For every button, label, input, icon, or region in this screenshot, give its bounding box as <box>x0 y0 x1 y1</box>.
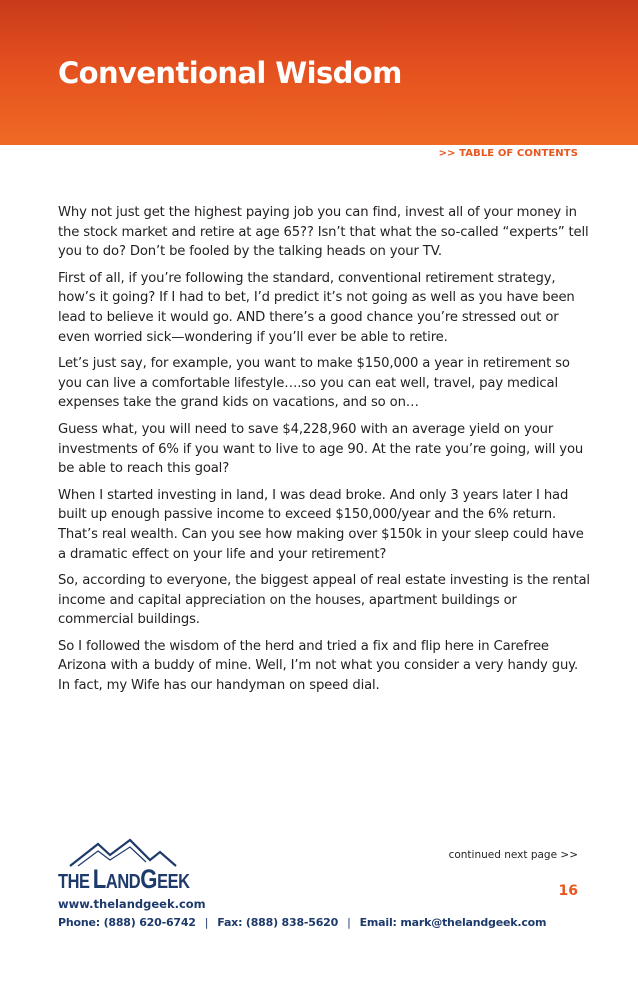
separator: | <box>347 916 351 929</box>
page-title: Conventional Wisdom <box>58 56 402 90</box>
website-link[interactable]: www.thelandgeek.com <box>58 897 206 911</box>
table-of-contents-link[interactable]: >> TABLE OF CONTENTS <box>438 148 578 159</box>
phone-number: Phone: (888) 620-6742 <box>58 916 196 929</box>
paragraph: So, according to everyone, the biggest appeal of real estate investing is the rental income and capital appreciation on the houses, apartment buildings or commercial buildings. <box>58 573 590 628</box>
paragraph: Guess what, you will need to save $4,228,960 with an average yield on your investments of 6% if you want to live to age 90. At the rate you’re going, will you be able to reach this goal? <box>58 421 584 477</box>
article-body <box>58 203 593 703</box>
contact-line <box>58 916 546 929</box>
logo-wordmark <box>58 864 190 895</box>
page-header <box>0 0 638 145</box>
paragraph: First of all, if you’re following the standard, conventional retirement strategy, how’s it going? If I had to bet, I’d predict it’s not going as well as you have been lead to believe it would go. AND there’s a good chance you’re stressed out or even worried sick—wondering if you’ll ever be able to retire. <box>58 270 575 345</box>
separator: | <box>204 916 209 929</box>
logo-land-initial: L <box>92 864 106 894</box>
logo-land-rest: AND <box>105 871 141 893</box>
page-number: 16 <box>558 883 578 899</box>
paragraph: When I started investing in land, I was dead broke. And only 3 years later I had built up enough passive income to exceed $150,000/year and the 6% return. That’s real wealth. Can you see how making over $150k in your sleep could have a dramatic effect on your life and your retirement? <box>58 487 584 562</box>
landgeek-logo <box>58 838 218 896</box>
logo-the: THE <box>58 871 90 893</box>
continued-next-page-link[interactable]: continued next page >> <box>448 849 578 861</box>
paragraph: Why not just get the highest paying job you can find, invest all of your money in the stock market and retire at age 65?? Isn’t that what the so-called “experts” tell you to do? Don’t be fooled by the talking heads on your TV. <box>58 205 589 260</box>
email-address[interactable]: Email: mark@thelandgeek.com <box>359 916 547 929</box>
fax-number: Fax: (888) 838-5620 <box>217 916 339 929</box>
paragraph: So I followed the wisdom of the herd and tried a fix and flip here in Carefree Arizona with a buddy of mine. Well, I’m not what you consider a very handy guy. In fact, my Wife has our handyman on speed dial. <box>58 638 578 694</box>
logo-geek-rest: EEK <box>157 871 190 893</box>
paragraph: Let’s just say, for example, you want to make $150,000 a year in retirement so you can live a comfortable lifestyle….so you can eat well, travel, pay medical expenses take the grand kids on vacations, and so on… <box>58 356 570 411</box>
logo-geek-initial: G <box>140 864 158 894</box>
